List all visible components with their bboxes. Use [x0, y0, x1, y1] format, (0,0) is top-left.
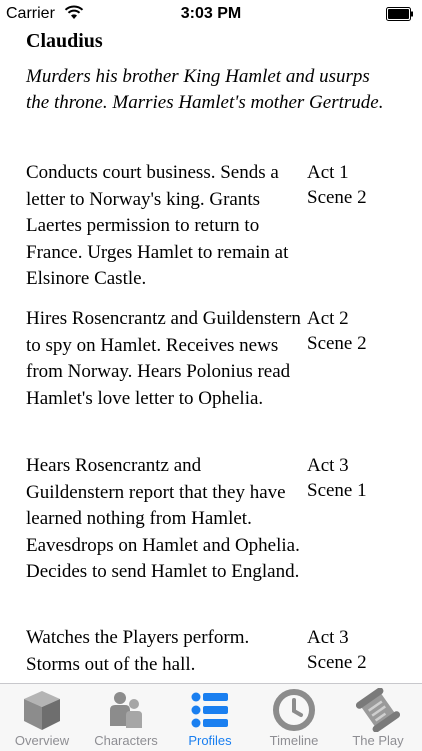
entry-act-scene	[307, 625, 397, 675]
character-name: Claudius	[26, 30, 103, 52]
entry-act-scene	[307, 306, 397, 356]
entry-scene: Scene 2	[307, 187, 367, 208]
entry-act: Act 1	[307, 162, 349, 183]
carrier-label: Carrier	[6, 5, 55, 22]
tab-characters[interactable]	[84, 684, 168, 751]
tab-overview[interactable]	[0, 684, 84, 751]
profile-content[interactable]	[0, 28, 422, 683]
tab-profiles[interactable]	[168, 684, 252, 751]
list-icon	[188, 688, 232, 732]
cube-icon	[20, 688, 64, 732]
people-icon	[104, 688, 148, 732]
status-bar	[0, 0, 422, 28]
entry-act: Act 3	[307, 455, 349, 476]
entry-scene: Scene 2	[307, 333, 367, 354]
entry-scene: Scene 2	[307, 652, 367, 673]
entry-act: Act 2	[307, 308, 349, 329]
entry-act: Act 3	[307, 627, 349, 648]
scroll-icon	[356, 688, 400, 732]
tab-the-play[interactable]	[336, 684, 420, 751]
clock-icon	[272, 688, 316, 732]
entry-act-scene	[307, 160, 397, 210]
tab-label: The Play	[352, 733, 404, 748]
tab-label: Profiles	[188, 733, 232, 748]
entry-act-scene	[307, 453, 397, 503]
tab-bar	[0, 683, 422, 751]
entry-text: Conducts court business. Sends a letter to Norway's king. Grants Laertes permission to return to France. Urges Hamlet to remain at Elsinore Castle.	[26, 162, 289, 289]
tab-label: Characters	[94, 733, 158, 748]
entry-text: Watches the Players perform. Storms out of the hall.	[26, 627, 250, 675]
entry-text: Hires Rosencrantz and Guildenstern to spy on Hamlet. Receives news from Norway. Hears Polonius read Hamlet's love letter to Ophelia.	[26, 308, 301, 409]
status-time: 3:03 PM	[180, 5, 242, 22]
tab-timeline[interactable]	[252, 684, 336, 751]
battery-icon	[386, 7, 414, 21]
entry-scene: Scene 1	[307, 480, 367, 501]
tab-label: Overview	[14, 733, 70, 748]
entry-text: Hears Rosencrantz and Guildenstern report that they have learned nothing from Hamlet. Eavesdrops on Hamlet and Ophelia. Decides to send Hamlet to England.	[26, 455, 300, 582]
character-description: Murders his brother King Hamlet and usurps the throne. Marries Hamlet's mother Gertrude.	[26, 66, 384, 113]
tab-label: Timeline	[269, 733, 319, 748]
